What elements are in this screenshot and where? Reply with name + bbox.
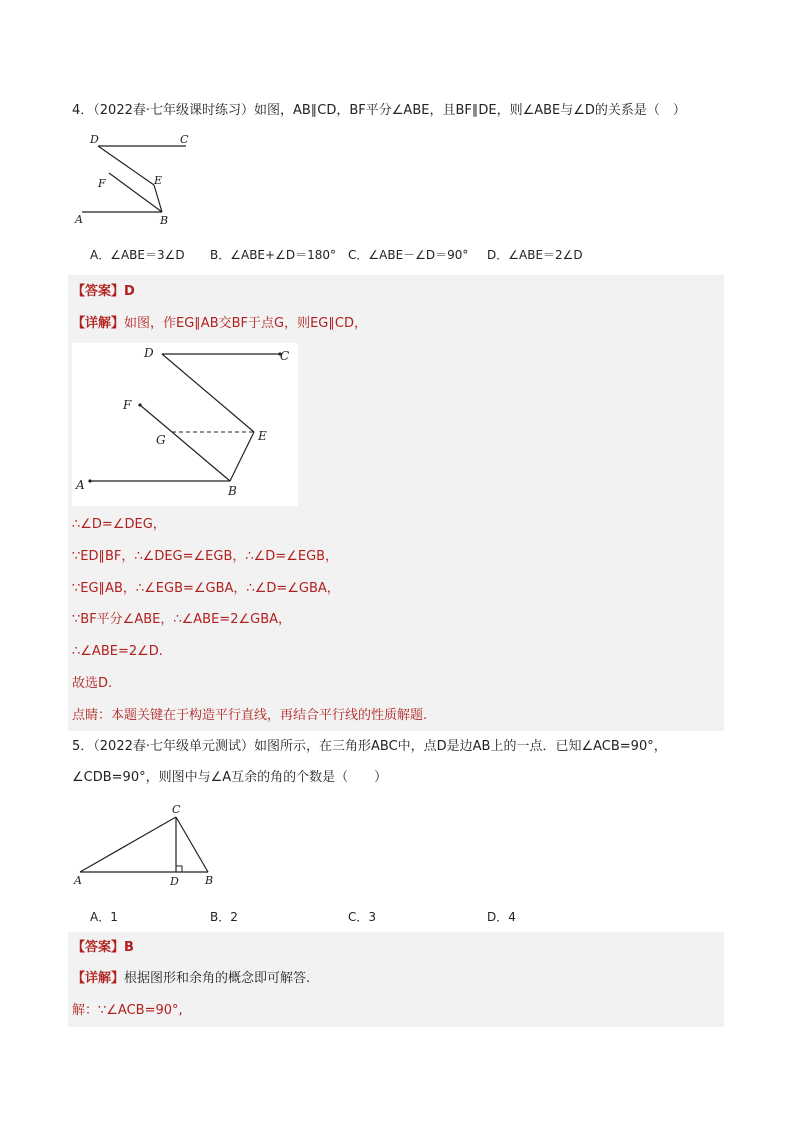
q5-choice-a[interactable]: A．1 — [90, 910, 118, 924]
label-b: B — [160, 214, 169, 227]
q5-choice-c[interactable]: C．3 — [348, 910, 377, 924]
q4-step-2: ∵ED∥BF，∴∠DEG=∠EGB，∴∠D=∠EGB， — [72, 549, 339, 564]
q4-solution-figure-box — [72, 343, 298, 506]
detail-text: 根据图形和余角的概念即可解答. — [124, 971, 311, 986]
q4-solution-figure — [72, 343, 298, 506]
sol-line-de — [162, 354, 254, 432]
sol-line-fb — [140, 405, 230, 481]
q4-select: 故选D. — [72, 676, 113, 691]
line-eb — [154, 185, 162, 212]
q4-stem: 4．（2022春·七年级课时练习）如图，AB∥CD，BF平分∠ABE，且BF∥DE，则∠ABE与∠D的关系是（ ） — [72, 103, 686, 118]
q4-step-3: ∵EG∥AB，∴∠EGB=∠GBA，∴∠D=∠GBA， — [72, 581, 340, 596]
q5-choice-d[interactable]: D．4 — [487, 910, 516, 924]
q4-figure — [72, 128, 202, 228]
q5-answer — [72, 939, 134, 957]
q4-step-4: ∵BF平分∠ABE，∴∠ABE=2∠GBA， — [72, 612, 292, 627]
answer-label: 【答案】 — [72, 284, 125, 299]
q4-choices — [90, 246, 730, 264]
sol-label-e: E — [258, 429, 267, 443]
sol-label-c: C — [280, 349, 290, 363]
q4-comment: 点睛：本题关键在于构造平行直线，再结合平行线的性质解题. — [72, 708, 428, 723]
q4-step-1: ∴∠D=∠DEG， — [72, 517, 166, 532]
label-d: D — [170, 875, 179, 888]
line-ac — [80, 817, 176, 872]
sol-label-g: G — [156, 433, 166, 447]
q4-choice-c[interactable]: C．∠ABE－∠D＝90° — [348, 248, 469, 262]
q5-detail — [72, 970, 310, 988]
q4-detail — [72, 315, 367, 333]
label-b: B — [205, 874, 214, 887]
answer-value: D — [124, 284, 135, 299]
detail-label: 【详解】 — [72, 316, 125, 331]
label-c: C — [172, 803, 181, 816]
detail-text: 如图，作EG∥AB交BF于点G，则EG∥CD， — [124, 316, 367, 331]
q4-choice-d[interactable]: D．∠ABE＝2∠D — [487, 248, 583, 262]
label-e: E — [154, 174, 163, 187]
line-cb — [176, 817, 208, 872]
q4-answer — [72, 283, 135, 301]
label-d: D — [90, 133, 99, 146]
sol-label-d: D — [144, 346, 154, 360]
q5-figure — [72, 800, 222, 890]
sol-line-eb — [230, 432, 254, 481]
label-c: C — [180, 133, 189, 146]
sol-label-b: B — [228, 484, 237, 498]
detail-label: 【详解】 — [72, 971, 125, 986]
sol-point-a — [88, 479, 91, 482]
label-a: A — [75, 213, 83, 226]
q4-choice-b[interactable]: B．∠ABE+∠D＝180° — [210, 248, 336, 262]
sol-label-f: F — [123, 398, 132, 412]
answer-value: B — [124, 940, 134, 955]
sol-point-f — [138, 403, 141, 406]
label-f: F — [98, 177, 106, 190]
q5-stem-line1: 5．（2022春·七年级单元测试）如图所示，在三角形ABC中，点D是边AB上的一点．已知∠ACB=90°， — [72, 739, 667, 754]
sol-label-a: A — [76, 478, 85, 492]
q5-choice-b[interactable]: B．2 — [210, 910, 238, 924]
q5-solution: 解：∵∠ACB=90°, — [72, 1003, 183, 1018]
q4-step-5: ∴∠ABE=2∠D. — [72, 644, 163, 659]
line-de — [98, 146, 154, 185]
q4-choice-a[interactable]: A．∠ABE＝3∠D — [90, 248, 185, 262]
q5-stem-line2: ∠CDB=90°，则图中与∠A互余的角的个数是（ ） — [72, 770, 388, 785]
right-angle-mark — [176, 866, 182, 872]
label-a: A — [74, 874, 82, 887]
q5-choices — [90, 908, 730, 926]
answer-label: 【答案】 — [72, 940, 125, 955]
